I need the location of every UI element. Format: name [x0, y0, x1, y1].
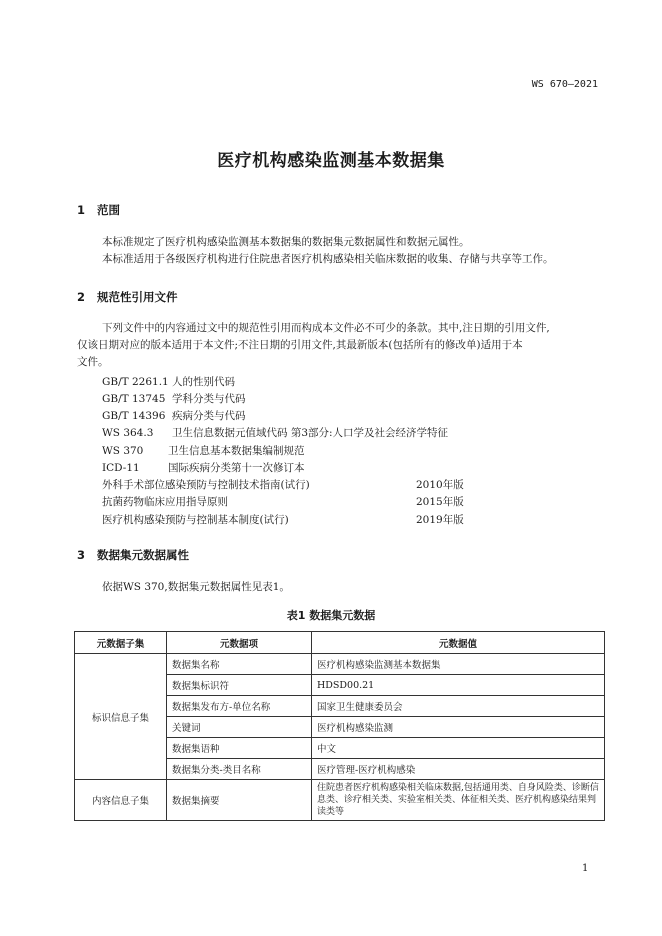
reference-name: 医疗机构感染预防与控制基本制度(试行) [102, 514, 289, 526]
reference-year: 2015年版 [416, 496, 464, 508]
section-number: 1 [77, 203, 86, 217]
table-row [75, 780, 605, 821]
section-title: 数据集元数据属性 [97, 548, 189, 562]
item-cell: 数据集标识符 [167, 675, 312, 696]
item-cell: 数据集名称 [167, 654, 312, 675]
reference-item [102, 460, 305, 475]
paragraph: 本标准规定了医疗机构感染监测基本数据集的数据集元数据属性和数据元属性。 [102, 236, 470, 248]
reference-name: 卫生信息数据元值域代码 第3部分:人口学及社会经济学特征 [172, 427, 449, 439]
reference-name: 抗菌药物临床应用指导原则 [102, 496, 228, 508]
section-title: 范围 [97, 203, 120, 217]
reference-code: WS 370 [102, 445, 144, 457]
document-title: 医疗机构感染监测基本数据集 [217, 151, 445, 171]
reference-item [102, 408, 246, 423]
paragraph-line: 下列文件中的内容通过文中的规范性引用而构成本文件必不可少的条款。其中,注日期的引用文件, [102, 322, 550, 334]
reference-year: 2010年版 [416, 479, 464, 491]
column-header: 元数据值 [312, 632, 605, 654]
paragraph: 依据WS 370,数据集元数据属性见表1。 [102, 581, 290, 593]
reference-item [102, 374, 235, 389]
paragraph-line: 文件。 [77, 356, 109, 368]
reference-item [102, 494, 464, 509]
table-header-row [75, 632, 605, 654]
value-cell: HDSD00.21 [312, 675, 605, 696]
column-header: 元数据子集 [75, 632, 167, 654]
item-cell: 数据集发布方-单位名称 [167, 696, 312, 717]
reference-code: GB/T 13745 [102, 393, 166, 405]
section-number: 2 [77, 290, 86, 304]
subset-cell: 标识信息子集 [75, 654, 167, 780]
reference-code: GB/T 14396 [102, 410, 166, 422]
item-cell: 数据集摘要 [167, 780, 312, 821]
table-caption: 表1 数据集元数据 [286, 609, 376, 622]
section-3-heading [77, 547, 189, 563]
value-cell: 国家卫生健康委员会 [312, 696, 605, 717]
value-cell: 中文 [312, 738, 605, 759]
reference-code: GB/T 2261.1 [102, 376, 169, 388]
section-1-heading [77, 202, 120, 218]
reference-item [102, 443, 305, 458]
metadata-table [74, 631, 605, 821]
document-code: WS 670—2021 [531, 79, 598, 90]
column-header: 元数据项 [167, 632, 312, 654]
reference-item [102, 477, 464, 492]
item-cell: 数据集语种 [167, 738, 312, 759]
reference-name: 卫生信息基本数据集编制规范 [168, 445, 305, 457]
subset-cell: 内容信息子集 [75, 780, 167, 821]
item-cell: 关键词 [167, 717, 312, 738]
reference-name: 疾病分类与代码 [172, 410, 246, 422]
reference-item [102, 391, 246, 406]
reference-name: 外科手术部位感染预防与控制技术指南(试行) [102, 479, 310, 491]
value-cell: 医疗机构感染监测 [312, 717, 605, 738]
reference-code: ICD-11 [102, 462, 140, 474]
section-2-heading [77, 289, 178, 305]
reference-year: 2019年版 [416, 514, 464, 526]
value-cell: 医疗机构感染监测基本数据集 [312, 654, 605, 675]
reference-name: 国际疾病分类第十一次修订本 [168, 462, 305, 474]
value-cell: 医疗管理-医疗机构感染 [312, 759, 605, 780]
reference-item [102, 512, 464, 527]
value-cell: 住院患者医疗机构感染相关临床数据,包括通用类、自身风险类、诊断信息类、诊疗相关类、实验室相关类、体征相关类、医疗机构感染结果判读类等 [312, 780, 605, 821]
section-title: 规范性引用文件 [97, 290, 178, 304]
reference-name: 人的性别代码 [172, 376, 235, 388]
table-row [75, 654, 605, 675]
reference-item [102, 425, 448, 440]
reference-code: WS 364.3 [102, 427, 154, 439]
section-number: 3 [77, 548, 86, 562]
page-number: 1 [582, 863, 589, 874]
paragraph-line: 仅该日期对应的版本适用于本文件;不注日期的引用文件,其最新版本(包括所有的修改单)适用于本 [77, 339, 523, 351]
item-cell: 数据集分类-类目名称 [167, 759, 312, 780]
reference-name: 学科分类与代码 [172, 393, 246, 405]
paragraph: 本标准适用于各级医疗机构进行住院患者医疗机构感染相关临床数据的收集、存储与共享等工作。 [102, 253, 554, 265]
